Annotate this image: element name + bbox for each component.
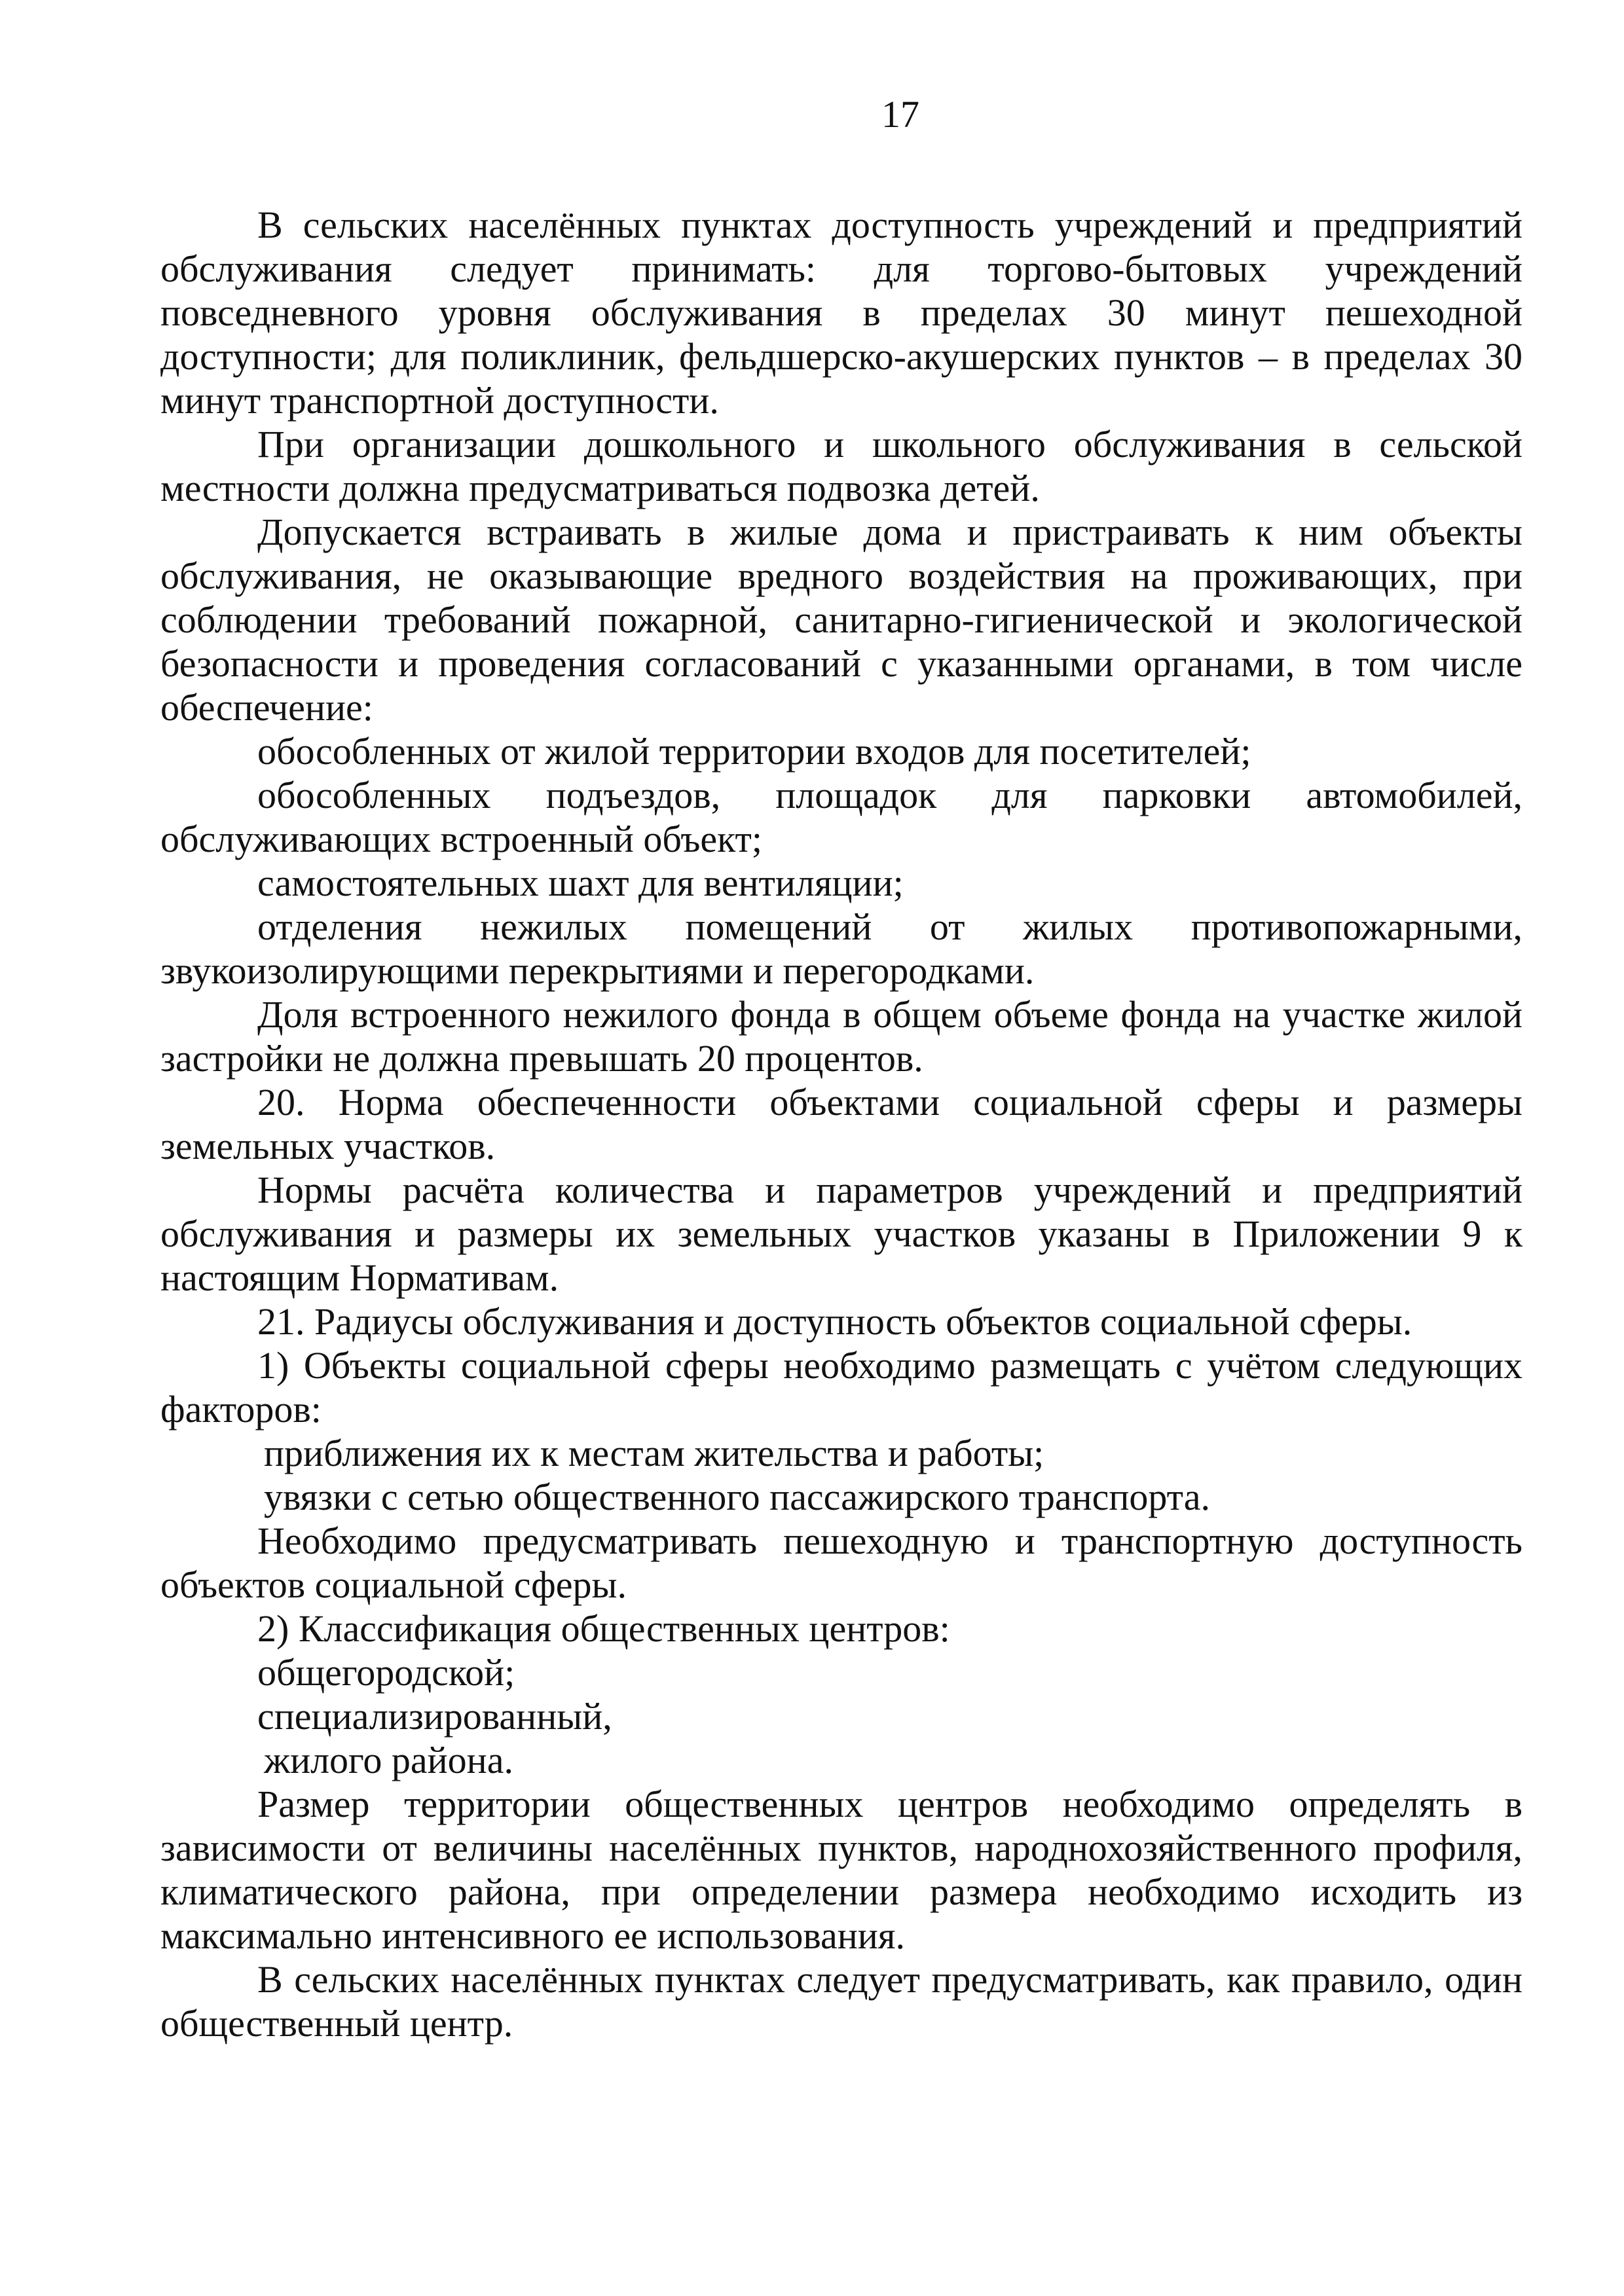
list-item: специализированный,	[257, 1695, 612, 1738]
list-item: обособленных от жилой территории входов для посетителей;	[257, 730, 1251, 773]
list-item: увязки с сетью общественного пассажирского транспорта.	[264, 1476, 1210, 1518]
section-20-heading: 20. Норма обеспеченности объектами социальной сферы и размеры земельных участков.	[160, 1081, 1522, 1167]
section-21-heading: 21. Радиусы обслуживания и доступность объектов социальной сферы.	[257, 1300, 1412, 1343]
list-item: приближения их к местам жительства и работы;	[264, 1432, 1044, 1474]
paragraph-norms-appendix: Нормы расчёта количества и параметров учреждений и предприятий обслуживания и размеры их земельных участков указаны в Приложении 9 к настоящим Нормативам.	[160, 1169, 1522, 1299]
document-body	[160, 203, 1522, 2045]
list-item: общегородской;	[257, 1651, 515, 1694]
paragraph-accessibility-required: Необходимо предусматривать пешеходную и транспортную доступность объектов социальной сферы.	[160, 1520, 1522, 1606]
list-item: самостоятельных шахт для вентиляции;	[257, 862, 904, 904]
paragraph-built-in-share: Доля встроенного нежилого фонда в общем объеме фонда на участке жилой застройки не должна превышать 20 процентов.	[160, 993, 1522, 1080]
paragraph-factors: 1) Объекты социальной сферы необходимо размещать с учётом следующих факторов:	[160, 1344, 1522, 1430]
paragraph-rural-accessibility: В сельских населённых пунктах доступность учреждений и предприятий обслуживания следует принимать: для торгово-бытовых учреждений повседневного уровня обслуживания в пределах 30 минут пешеходной доступности; для поликлиник, фельдшерско-акушерских пунктов – в пределах 30 минут транспортной доступности.	[160, 204, 1522, 422]
paragraph-built-in-objects: Допускается встраивать в жилые дома и пристраивать к ним объекты обслуживания, не оказывающие вредного воздействия на проживающих, при соблюдении требований пожарной, санитарно-гигиенической и экологической безопасности и проведения согласований с указанными органами, в том числе обеспечение:	[160, 511, 1522, 729]
paragraph-one-center: В сельских населённых пунктах следует предусматривать, как правило, один общественный центр.	[160, 1958, 1522, 2045]
paragraph-classification: 2) Классификация общественных центров:	[257, 1607, 950, 1650]
list-item: обособленных подъездов, площадок для парковки автомобилей, обслуживающих встроенный объект;	[160, 774, 1522, 860]
list-item: отделения нежилых помещений от жилых противопожарными, звукоизолирующими перекрытиями и перегородками.	[160, 905, 1522, 992]
paragraph-territory-size: Размер территории общественных центров необходимо определять в зависимости от величины населённых пунктов, народнохозяйственного профиля, климатического района, при определении размера необходимо исходить из максимально интенсивного ее использования.	[160, 1783, 1522, 1957]
page-number: 17	[881, 93, 919, 136]
paragraph-child-transport: При организации дошкольного и школьного обслуживания в сельской местности должна предусматриваться подвозка детей.	[160, 423, 1522, 509]
list-item: жилого района.	[264, 1739, 513, 1781]
